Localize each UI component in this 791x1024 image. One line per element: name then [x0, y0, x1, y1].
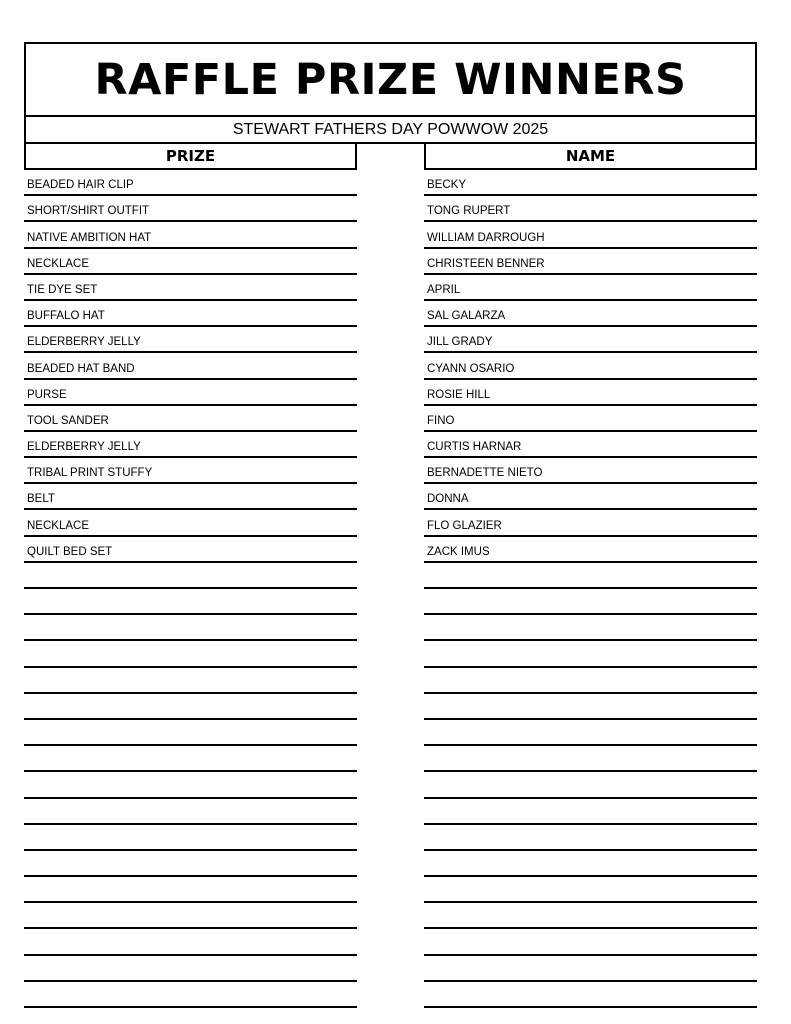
winner-name-row [424, 877, 757, 903]
winner-name-text: ROSIE HILL [427, 388, 491, 401]
winner-name-row [424, 484, 757, 510]
winner-name-text: FINO [427, 414, 455, 427]
winner-name-text: FLO GLAZIER [427, 519, 502, 532]
prize-row [24, 301, 357, 327]
winner-name-row [424, 327, 757, 353]
winner-name-row [424, 851, 757, 877]
prize-row [24, 929, 357, 955]
prize-row [24, 275, 357, 301]
prize-row [24, 746, 357, 772]
page-title: RAFFLE PRIZE WINNERS [94, 54, 687, 105]
winner-name-text: BERNADETTE NIETO [427, 467, 543, 480]
prize-row [24, 772, 357, 798]
prize-text: TRIBAL PRINT STUFFY [27, 467, 153, 480]
prize-row [24, 641, 357, 667]
prize-row [24, 510, 357, 536]
prize-row [24, 589, 357, 615]
prize-row [24, 458, 357, 484]
winner-name-text: SAL GALARZA [427, 310, 506, 323]
prize-row [24, 563, 357, 589]
winner-name-row [424, 458, 757, 484]
winner-name-row [424, 772, 757, 798]
prize-text: NATIVE AMBITION HAT [27, 231, 152, 244]
winner-name-row [424, 641, 757, 667]
winner-name-row [424, 249, 757, 275]
winner-name-row [424, 406, 757, 432]
prize-text: TOOL SANDER [27, 414, 109, 427]
winner-name-text: DONNA [427, 493, 469, 506]
winner-name-row [424, 275, 757, 301]
winner-name-row [424, 301, 757, 327]
winner-name-text: CHRISTEEN BENNER [427, 257, 545, 270]
prize-row [24, 196, 357, 222]
winner-name-row [424, 746, 757, 772]
prize-row [24, 799, 357, 825]
prize-text: BEADED HAIR CLIP [27, 179, 134, 192]
winner-name-text: JILL GRADY [427, 336, 493, 349]
prize-text: BUFFALO HAT [27, 310, 105, 323]
winner-name-row [424, 353, 757, 379]
winner-name-text: CYANN OSARIO [427, 362, 515, 375]
prize-column-header: PRIZE [24, 144, 357, 170]
event-subtitle: STEWART FATHERS DAY POWWOW 2025 [24, 117, 757, 144]
winner-name-row [424, 903, 757, 929]
winner-name-row [424, 222, 757, 248]
winner-name-row [424, 537, 757, 563]
winner-name-text: CURTIS HARNAR [427, 441, 522, 454]
winner-name-text: WILLIAM DARROUGH [427, 231, 545, 244]
prize-row [24, 668, 357, 694]
winner-name-row [424, 615, 757, 641]
prize-row [24, 694, 357, 720]
prize-row [24, 432, 357, 458]
winner-name-row [424, 510, 757, 536]
prize-text: NECKLACE [27, 519, 89, 532]
winner-name-row [424, 982, 757, 1008]
prize-row [24, 851, 357, 877]
title-box [24, 42, 757, 117]
winner-name-row [424, 956, 757, 982]
name-list [424, 170, 757, 1008]
winner-name-row [424, 720, 757, 746]
prize-text: ELDERBERRY JELLY [27, 336, 141, 349]
prize-row [24, 720, 357, 746]
winner-name-text: BECKY [427, 179, 466, 192]
prize-row [24, 222, 357, 248]
winner-name-text: TONG RUPERT [427, 205, 511, 218]
winner-name-row [424, 825, 757, 851]
prize-text: QUILT BED SET [27, 545, 113, 558]
prize-list [24, 170, 357, 1008]
winner-name-row [424, 196, 757, 222]
prize-text: PURSE [27, 388, 67, 401]
prize-row [24, 484, 357, 510]
prize-row [24, 406, 357, 432]
winner-name-row [424, 694, 757, 720]
prize-text: ELDERBERRY JELLY [27, 441, 141, 454]
prize-row [24, 380, 357, 406]
prize-row [24, 982, 357, 1008]
prize-text: NECKLACE [27, 257, 89, 270]
prize-text: BEADED HAT BAND [27, 362, 135, 375]
prize-row [24, 249, 357, 275]
prize-row [24, 903, 357, 929]
winner-name-row [424, 380, 757, 406]
prize-row [24, 825, 357, 851]
winner-name-row [424, 799, 757, 825]
winner-name-row [424, 563, 757, 589]
prize-text: BELT [27, 493, 55, 506]
prize-row [24, 327, 357, 353]
prize-row [24, 615, 357, 641]
winner-name-row [424, 170, 757, 196]
prize-row [24, 353, 357, 379]
winner-name-row [424, 929, 757, 955]
prize-row [24, 877, 357, 903]
winner-name-row [424, 432, 757, 458]
winner-name-text: APRIL [427, 283, 461, 296]
winner-name-text: ZACK IMUS [427, 545, 490, 558]
prize-row [24, 537, 357, 563]
prize-text: TIE DYE SET [27, 283, 98, 296]
name-column-header: NAME [424, 144, 757, 170]
winner-name-row [424, 668, 757, 694]
prize-row [24, 956, 357, 982]
winner-name-row [424, 589, 757, 615]
prize-text: SHORT/SHIRT OUTFIT [27, 205, 150, 218]
prize-row [24, 170, 357, 196]
